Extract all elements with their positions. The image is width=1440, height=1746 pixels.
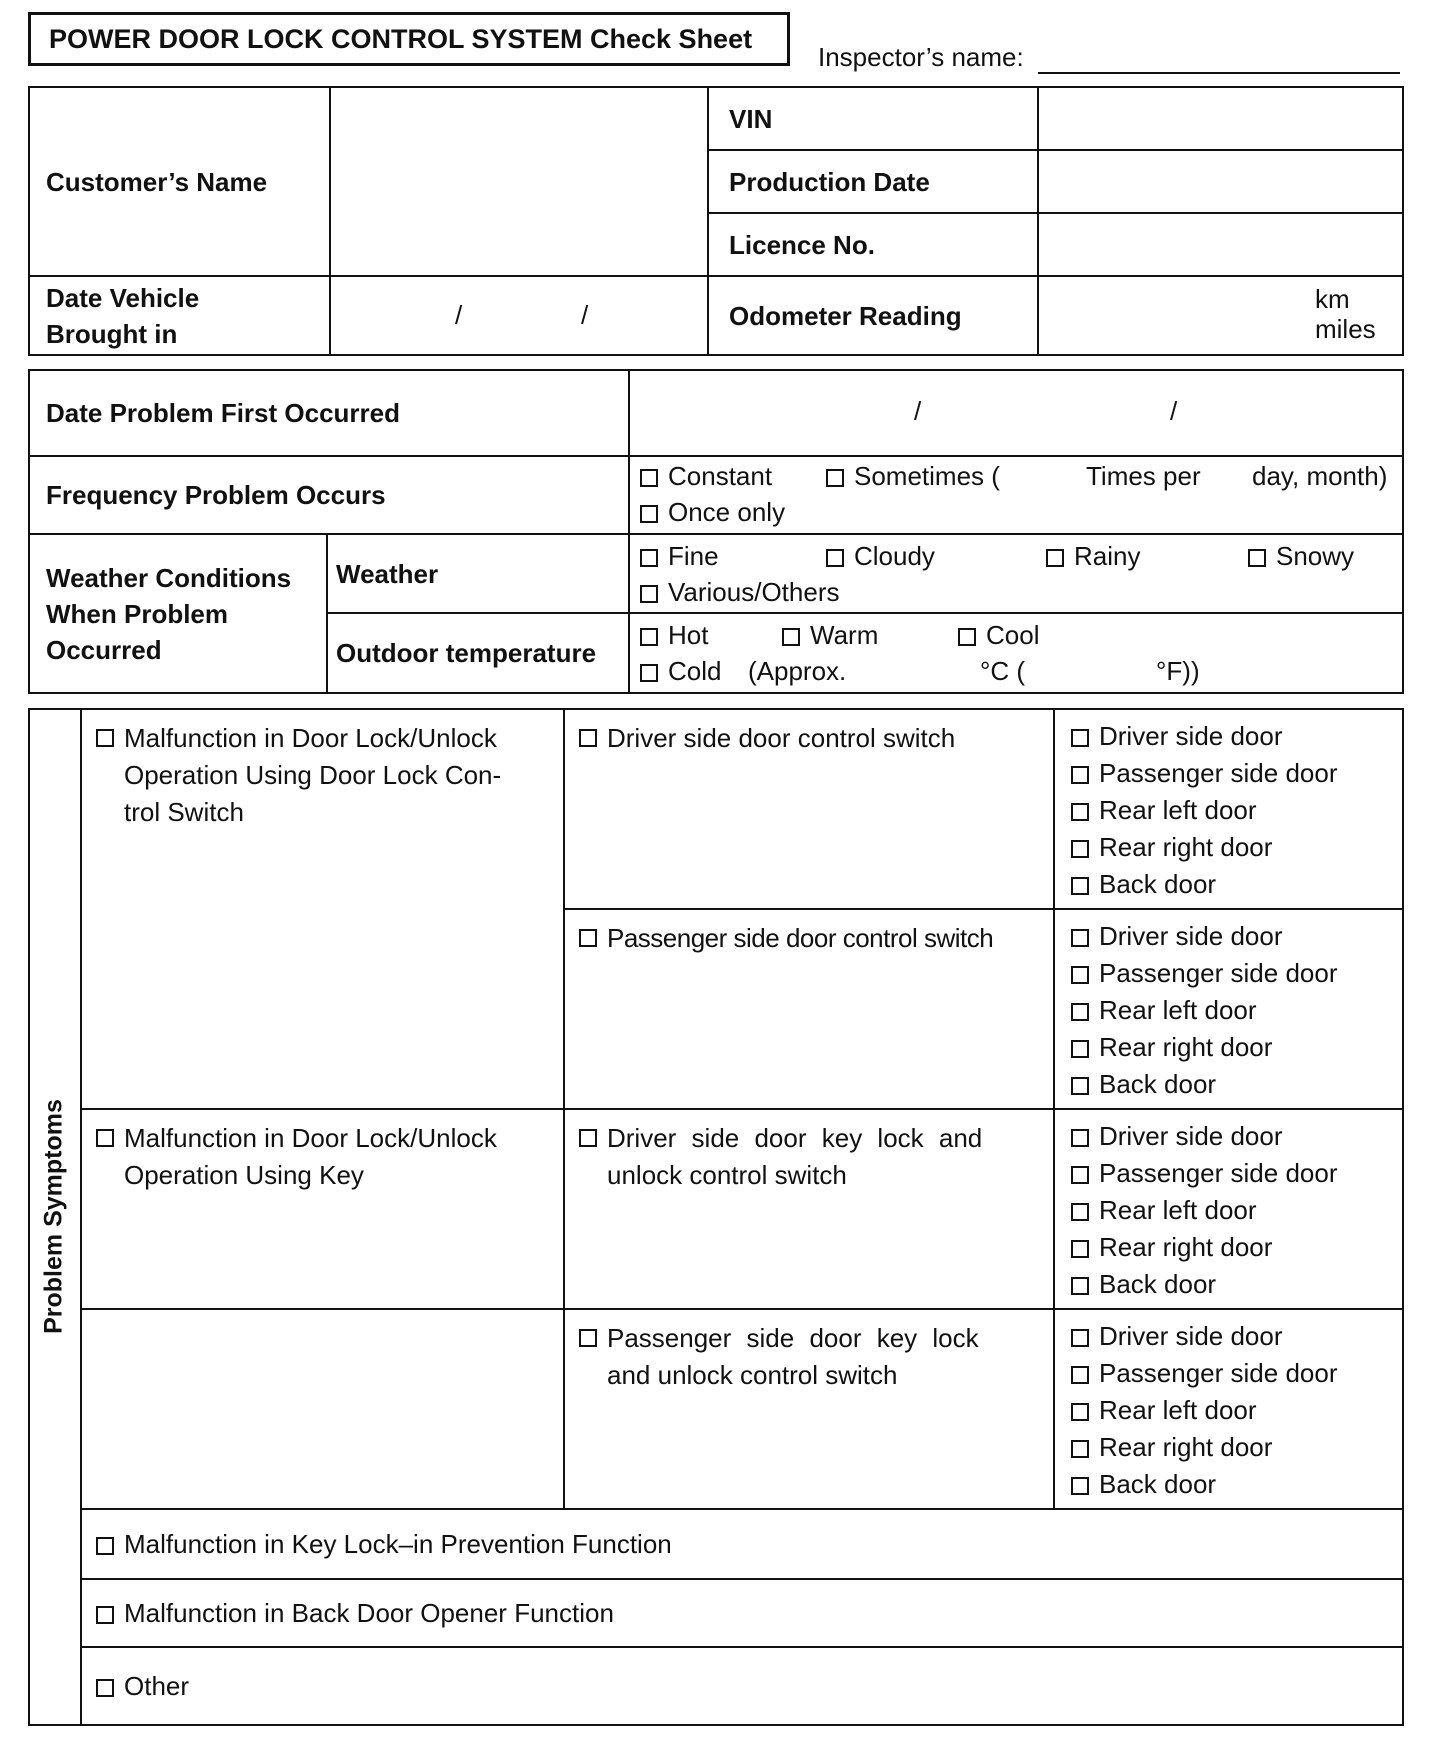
odometer-field[interactable] (1038, 276, 1403, 355)
checkbox-icon[interactable] (826, 549, 844, 567)
weather-various-option[interactable] (640, 574, 839, 610)
odometer-label: Odometer Reading (708, 276, 1038, 355)
checkbox-icon[interactable] (1071, 929, 1089, 947)
door-list (1054, 1309, 1403, 1509)
date-separator: / (455, 300, 463, 330)
door-option-rear-left[interactable] (1071, 1392, 1402, 1429)
checkbox-icon[interactable] (1071, 966, 1089, 984)
date-first-occurred-label: Date Problem First Occurred (29, 370, 629, 456)
customer-name-field[interactable] (330, 87, 708, 276)
checkbox-icon[interactable] (579, 729, 597, 747)
checkbox-icon[interactable] (1071, 766, 1089, 784)
door-list (1054, 1109, 1403, 1309)
checkbox-icon[interactable] (958, 628, 976, 646)
checkbox-icon[interactable] (1071, 840, 1089, 858)
customer-name-label: Customer’s Name (29, 87, 330, 276)
freq-sometimes-option[interactable] (826, 458, 1000, 494)
production-date-field[interactable] (1038, 150, 1403, 213)
text-line: trol Switch (124, 797, 244, 827)
text-line: Driver side door control switch (607, 723, 956, 753)
door-label: Rear right door (1099, 832, 1273, 862)
door-option-rear-left[interactable] (1071, 792, 1402, 829)
door-lock-key-group (81, 1109, 564, 1309)
checkbox-icon[interactable] (782, 628, 800, 646)
door-option-rear-right[interactable] (1071, 1229, 1402, 1266)
weather-fine-option[interactable] (640, 538, 719, 574)
door-label: Rear left door (1099, 1195, 1257, 1225)
weather-conditions-line1: Weather Conditions (46, 562, 292, 593)
door-label: Rear right door (1099, 1432, 1273, 1462)
door-lock-switch-label (124, 720, 501, 831)
checkbox-icon[interactable] (579, 1329, 597, 1347)
key-lockin-option[interactable] (81, 1509, 1403, 1579)
weather-fine-label: Fine (668, 541, 719, 571)
checkbox-icon[interactable] (1071, 1129, 1089, 1147)
weather-conditions-line3: Occurred (46, 634, 162, 665)
passenger-switch-cell (564, 909, 1054, 1109)
date-separator: / (914, 396, 922, 426)
checkbox-icon[interactable] (1071, 1240, 1089, 1258)
driver-key-cell (564, 1109, 1054, 1309)
weather-rainy-option[interactable] (1046, 538, 1140, 574)
checkbox-icon[interactable] (1071, 1440, 1089, 1458)
checkbox-icon[interactable] (1071, 1003, 1089, 1021)
checkbox-icon[interactable] (640, 469, 658, 487)
checkbox-icon[interactable] (96, 1129, 114, 1147)
door-label: Passenger side door (1099, 958, 1338, 988)
passenger-switch-label (607, 920, 993, 957)
weather-cloudy-label: Cloudy (854, 541, 935, 571)
door-label: Passenger side door (1099, 758, 1338, 788)
checkbox-icon[interactable] (1071, 1077, 1089, 1095)
door-label: Back door (1099, 1269, 1217, 1299)
temp-hot-label: Hot (668, 620, 709, 650)
door-label: Back door (1099, 1469, 1217, 1499)
unit-miles: miles (1315, 314, 1376, 344)
weather-label: Weather (327, 534, 629, 613)
checkbox-icon[interactable] (1248, 549, 1266, 567)
sheet-title: POWER DOOR LOCK CONTROL SYSTEM Check Sheet (28, 12, 790, 66)
door-label: Driver side door (1099, 1321, 1283, 1351)
door-option-passenger[interactable] (1071, 1155, 1402, 1192)
door-label: Rear left door (1099, 1395, 1257, 1425)
door-list (1054, 709, 1403, 909)
door-label: Passenger side door (1099, 1158, 1338, 1188)
weather-snowy-label: Snowy (1276, 541, 1355, 571)
date-brought-label-line2: Brought in (46, 318, 178, 349)
inspector-name-field[interactable] (1038, 72, 1400, 74)
checkbox-icon[interactable] (1071, 1203, 1089, 1221)
checkbox-icon[interactable] (1071, 1366, 1089, 1384)
symptoms-table (28, 708, 1404, 1726)
problem-symptoms-column (29, 709, 81, 1725)
production-date-label: Production Date (708, 150, 1038, 213)
checkbox-icon[interactable] (640, 549, 658, 567)
checkbox-icon[interactable] (1071, 1403, 1089, 1421)
door-label: Driver side door (1099, 921, 1283, 951)
checkbox-icon[interactable] (1046, 549, 1064, 567)
date-separator: / (1170, 396, 1178, 426)
weather-conditions-label (29, 534, 327, 693)
vehicle-info-table (28, 86, 1404, 356)
checkbox-icon[interactable] (1071, 729, 1089, 747)
freq-once-label: Once only (668, 497, 786, 527)
door-option-passenger[interactable] (1071, 1355, 1402, 1392)
back-door-opener-option[interactable] (81, 1579, 1403, 1647)
text-line: and unlock control switch (607, 1360, 898, 1390)
door-option-rear-right[interactable] (1071, 829, 1402, 866)
unit-km: km (1315, 284, 1350, 314)
checkbox-icon[interactable] (96, 1537, 114, 1555)
door-label: Back door (1099, 1069, 1217, 1099)
checkbox-icon[interactable] (640, 585, 658, 603)
freq-constant-label: Constant (668, 461, 773, 491)
temperature-options (629, 613, 1403, 693)
driver-key-label (607, 1120, 982, 1194)
temp-cool-label: Cool (986, 620, 1040, 650)
door-label: Driver side door (1099, 721, 1283, 751)
checkbox-icon[interactable] (1071, 1166, 1089, 1184)
checkbox-icon[interactable] (1071, 1040, 1089, 1058)
temp-warm-option[interactable] (782, 617, 878, 653)
door-list (1054, 909, 1403, 1109)
conditions-table (28, 369, 1404, 694)
problem-symptoms-label: Problem Symptoms (39, 1099, 68, 1334)
temp-cold-label: Cold (668, 656, 722, 686)
temp-fahrenheit-label: °F)) (1156, 656, 1200, 686)
temp-cool-option[interactable] (958, 617, 1039, 653)
weather-conditions-line2: When Problem (46, 598, 229, 629)
door-option-driver[interactable] (1071, 1118, 1402, 1155)
door-option-rear-left[interactable] (1071, 1192, 1402, 1229)
driver-switch-cell (564, 709, 1054, 909)
door-option-passenger[interactable] (1071, 955, 1402, 992)
door-option-passenger[interactable] (1071, 755, 1402, 792)
freq-day-month: day, month) (1252, 461, 1388, 491)
date-brought-field[interactable] (330, 276, 708, 355)
temp-approx-label: (Approx. (748, 656, 847, 686)
freq-once-option[interactable] (640, 494, 785, 530)
temp-hot-option[interactable] (640, 617, 708, 653)
date-brought-label-line1: Date Vehicle (46, 282, 200, 313)
door-lock-switch-group (81, 709, 564, 1109)
date-brought-label (29, 276, 330, 355)
text-line: Passenger side door control switch (607, 923, 994, 953)
weather-cloudy-option[interactable] (826, 538, 935, 574)
door-option-driver[interactable] (1071, 718, 1402, 755)
door-lock-key-label (124, 1120, 497, 1194)
freq-constant-option[interactable] (640, 458, 772, 494)
checkbox-icon[interactable] (640, 628, 658, 646)
text-line: Passenger side door key lock (607, 1323, 979, 1353)
text-line: Operation Using Key (124, 1160, 364, 1190)
outdoor-temp-label: Outdoor temperature (327, 613, 629, 693)
checkbox-icon[interactable] (1071, 1329, 1089, 1347)
checkbox-icon[interactable] (1071, 803, 1089, 821)
date-separator: / (581, 300, 589, 330)
text-line: Driver side door key lock and (607, 1123, 983, 1153)
door-label: Rear right door (1099, 1032, 1273, 1062)
door-label: Rear left door (1099, 995, 1257, 1025)
licence-field[interactable] (1038, 213, 1403, 276)
door-option-rear-right[interactable] (1071, 1029, 1402, 1066)
door-label: Rear left door (1099, 795, 1257, 825)
driver-switch-label (607, 720, 955, 757)
text-line: Malfunction in Door Lock/Unlock (124, 1123, 497, 1153)
passenger-key-label (607, 1320, 979, 1394)
door-label: Driver side door (1099, 1121, 1283, 1151)
checkbox-icon[interactable] (1071, 1477, 1089, 1495)
door-label: Back door (1099, 869, 1217, 899)
empty-cell (81, 1309, 564, 1509)
door-option-driver[interactable] (1071, 918, 1402, 955)
checkbox-icon[interactable] (579, 929, 597, 947)
door-label: Rear right door (1099, 1232, 1273, 1262)
key-lockin-label: Malfunction in Key Lock–in Prevention Function (124, 1528, 672, 1559)
date-first-occurred-field[interactable] (629, 370, 1403, 456)
text-line: Malfunction in Door Lock/Unlock (124, 723, 497, 753)
door-option-back[interactable] (1071, 1466, 1402, 1503)
checkbox-icon[interactable] (1071, 877, 1089, 895)
weather-options (629, 534, 1403, 613)
vin-label: VIN (708, 87, 1038, 150)
checkbox-icon[interactable] (640, 664, 658, 682)
checkbox-icon[interactable] (640, 505, 658, 523)
door-option-driver[interactable] (1071, 1318, 1402, 1355)
text-line: Operation Using Door Lock Con- (124, 760, 502, 790)
checkbox-icon[interactable] (96, 729, 114, 747)
temp-celsius-label: °C ( (980, 656, 1026, 686)
other-option[interactable] (81, 1647, 1403, 1725)
checkbox-icon[interactable] (1071, 1277, 1089, 1295)
weather-snowy-option[interactable] (1248, 538, 1354, 574)
passenger-key-cell (564, 1309, 1054, 1509)
weather-various-label: Various/Others (668, 577, 840, 607)
door-option-back[interactable] (1071, 1066, 1402, 1103)
text-line: unlock control switch (607, 1160, 847, 1190)
frequency-label: Frequency Problem Occurs (29, 456, 629, 534)
checkbox-icon[interactable] (96, 1679, 114, 1697)
door-label: Passenger side door (1099, 1358, 1338, 1388)
freq-sometimes-label: Sometimes ( (854, 461, 1000, 491)
door-option-rear-left[interactable] (1071, 992, 1402, 1029)
door-option-back[interactable] (1071, 1266, 1402, 1303)
licence-label: Licence No. (708, 213, 1038, 276)
back-door-opener-label: Malfunction in Back Door Opener Function (124, 1597, 614, 1628)
vin-field[interactable] (1038, 87, 1403, 150)
checkbox-icon[interactable] (826, 469, 844, 487)
other-label: Other (124, 1670, 190, 1701)
temp-warm-label: Warm (810, 620, 879, 650)
freq-times-per: Times per (1086, 461, 1201, 491)
checkbox-icon[interactable] (96, 1606, 114, 1624)
inspector-label: Inspector’s name: (818, 42, 1024, 72)
door-option-rear-right[interactable] (1071, 1429, 1402, 1466)
checkbox-icon[interactable] (579, 1129, 597, 1147)
frequency-options (629, 456, 1403, 534)
weather-rainy-label: Rainy (1074, 541, 1141, 571)
door-option-back[interactable] (1071, 866, 1402, 903)
temp-cold-option[interactable] (640, 653, 721, 689)
